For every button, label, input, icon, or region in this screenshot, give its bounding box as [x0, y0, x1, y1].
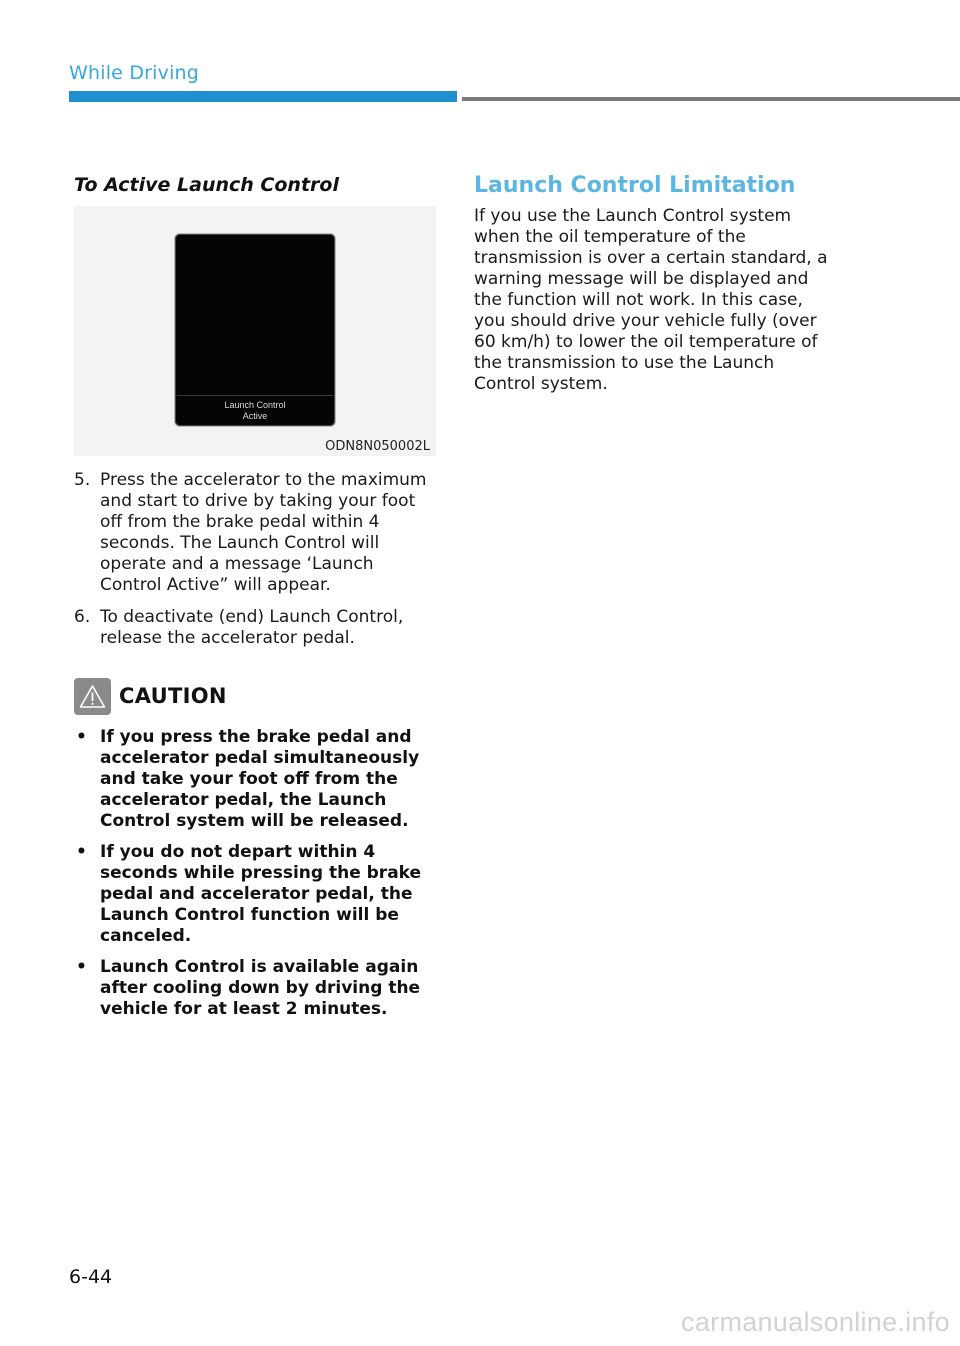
display-message-line1: Launch Control — [224, 400, 286, 410]
subheading: To Active Launch Control — [74, 174, 339, 196]
list-item — [74, 842, 436, 947]
page-number: 6-44 — [69, 1266, 113, 1288]
right-column — [474, 172, 836, 395]
section-title: Launch Control Limitation — [474, 173, 796, 198]
caution-text: If you do not depart within 4 seconds while pressing the brake pedal and accelerator pedal, the Launch Control function will be canceled. — [100, 842, 422, 946]
header-accent-bar — [69, 91, 457, 102]
bullet-dot: • — [76, 957, 87, 977]
step-text: To deactivate (end) Launch Control, release the accelerator pedal. — [100, 607, 404, 648]
list-item — [74, 607, 436, 649]
watermark: carmanualsonline.info — [681, 1307, 950, 1337]
bullet-dot: • — [76, 727, 87, 747]
list-item — [74, 957, 436, 1020]
step-list — [74, 470, 436, 649]
caution-text: Launch Control is available again after cooling down by driving the vehicle for at least 2 minutes. — [100, 957, 421, 1019]
figure-code: ODN8N050002L — [325, 439, 430, 454]
display-message — [175, 400, 335, 422]
cluster-figure — [74, 206, 436, 456]
header-rule — [462, 97, 960, 101]
step-number: 6. — [74, 607, 91, 627]
section-header-title: While Driving — [69, 62, 200, 84]
caution-header — [74, 677, 436, 715]
display-divider — [177, 395, 333, 396]
caution-text: If you press the brake pedal and accelerator pedal simultaneously and take your foot off from the accelerator pedal, the Launch Control system will be released. — [100, 727, 420, 831]
caution-bullet-list — [74, 727, 436, 1020]
body-paragraph: If you use the Launch Control system when the oil temperature of the transmission is over a certain standard, a warning message will be displayed and the function will not work. In this case, you should drive your vehicle fully (over 60 km/h) to lower the oil temperature of the transmission to use the Launch Control system. — [474, 206, 828, 394]
warning-triangle-icon — [74, 678, 111, 715]
display-message-line2: Active — [242, 411, 268, 421]
cluster-display — [175, 234, 335, 426]
bullet-dot: • — [76, 842, 87, 862]
list-item — [74, 470, 436, 596]
left-column — [74, 172, 436, 1030]
list-item — [74, 727, 436, 832]
step-number: 5. — [74, 470, 91, 490]
step-text: Press the accelerator to the maximum and start to drive by taking your foot off from the brake pedal within 4 seconds. The Launch Control will operate and a message ‘Launch Control Active” will appear. — [100, 470, 427, 595]
caution-label: CAUTION — [119, 684, 227, 708]
